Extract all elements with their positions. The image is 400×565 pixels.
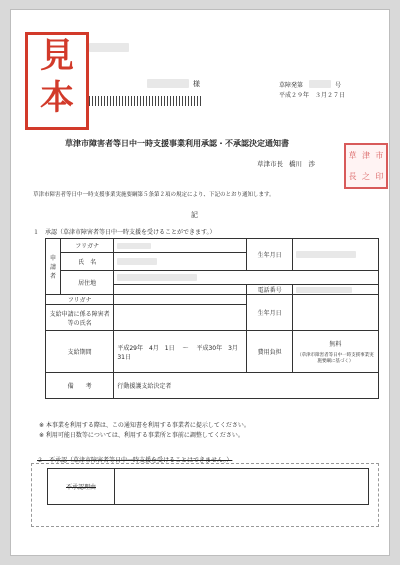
dob2-value [292, 295, 378, 331]
note-1: ※ 本事業を利用する際は、この通知書を利用する事業者に提示してください。 [39, 422, 250, 429]
issue-date: 平成２９年 ３月２７日 [279, 92, 346, 99]
section1-heading: １ 承認（草津市障害者等日中一時支援を受けることができます。） [33, 229, 216, 236]
applicant-group-label: 申請者 [46, 239, 61, 295]
sample-stamp-char-2: 本 [40, 78, 74, 118]
child-name-value [114, 305, 247, 331]
address-value [114, 271, 379, 285]
dob2-label: 生年月日 [247, 295, 293, 331]
cost-value: 無料 [329, 341, 342, 348]
redacted-address [89, 43, 129, 52]
sample-stamp-char-1: 見 [40, 36, 74, 76]
furigana2-value [114, 295, 247, 305]
cost-label: 費用負担 [247, 331, 293, 373]
period-tilde: ～ [182, 344, 189, 352]
doc-number-prefix: 草障発第 [279, 82, 304, 89]
seal-char: 草 [348, 151, 357, 160]
cost-note: （草津市障害者等日中一時支援事業実施要綱に基づく） [297, 353, 374, 364]
rejection-table [47, 468, 369, 505]
redacted-doc-number [309, 80, 331, 88]
phone-label: 電話番号 [247, 285, 293, 295]
seal-char: 津 [361, 151, 370, 160]
rejection-reason-value [115, 469, 369, 505]
child-name-label: 支給申請に係る障害者等の氏名 [46, 305, 114, 331]
seal-char: 之 [361, 172, 370, 181]
rejection-reason-label: 不承認理由 [48, 469, 115, 505]
cost-value-cell [292, 331, 378, 373]
furigana2-label: フリガナ [46, 295, 114, 305]
issuer-name: 橋川 渉 [289, 160, 315, 168]
seal-char: 市 [375, 151, 384, 160]
seal-char: 長 [348, 172, 357, 181]
recipient-suffix: 様 [193, 80, 200, 88]
seal-char: 印 [375, 172, 384, 181]
name-value [114, 253, 247, 271]
ki-marker: 記 [191, 211, 198, 219]
official-seal [344, 143, 388, 189]
document-page [10, 9, 390, 556]
sample-stamp [25, 32, 89, 130]
period-from: 平成29年 4月 1日 [117, 344, 175, 352]
approval-table [45, 238, 379, 399]
intro-text: 草津市障害者等日中一時支援事業実施要綱第５条第２項の規定により、下記のとおり通知します。 [33, 192, 275, 198]
address-label: 居住地 [60, 271, 113, 295]
postal-barcode [89, 96, 201, 106]
period-value [114, 331, 247, 373]
name-label: 氏 名 [60, 253, 113, 271]
furigana-label: フリガナ [60, 239, 113, 253]
doc-number-suffix: 号 [335, 82, 342, 89]
issuer-title: 草津市長 [257, 160, 283, 168]
redacted-recipient [147, 79, 189, 88]
period-to: 平成30年 3月31日 [117, 344, 238, 361]
dob-value [292, 239, 378, 271]
document-title: 草津市障害者等日中一時支援事業利用承認・不承認決定通知書 [65, 139, 289, 148]
section2-heading: ２ 不承認（草津市障害者等日中一時支援を受けることはできません。） [37, 457, 233, 464]
note-2: ※ 利用可能日数等については、利用する事業所と事前に調整してください。 [39, 432, 244, 439]
period-label: 支給期間 [46, 331, 114, 373]
dob-label: 生年月日 [247, 239, 293, 271]
address-blank [114, 285, 247, 295]
furigana-value [114, 239, 247, 253]
phone-value [292, 285, 378, 295]
remarks-value: 行動援護支給決定者 [114, 373, 379, 399]
remarks-label: 備 考 [46, 373, 114, 399]
